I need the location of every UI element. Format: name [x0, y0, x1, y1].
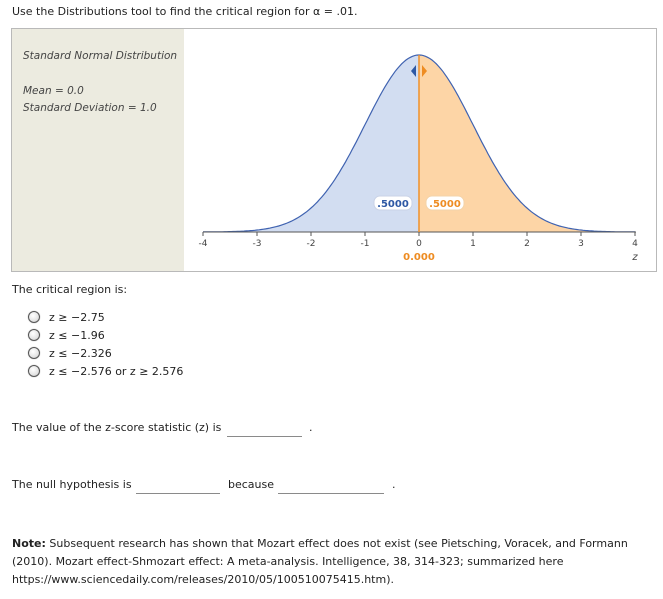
zscore-input[interactable] [227, 420, 302, 437]
zscore-label: The value of the z-score statistic (z) is [12, 421, 222, 434]
distributions-tool [11, 28, 657, 272]
radio-icon[interactable] [28, 329, 40, 341]
null-period: . [392, 478, 396, 491]
reason-input[interactable] [278, 477, 384, 494]
note-paragraph [12, 535, 642, 589]
option-label: z ≤ −1.96 [49, 328, 105, 342]
tick-label: -1 [360, 239, 370, 249]
axis-ticks [199, 232, 639, 249]
tick-label: 4 [632, 239, 638, 249]
option-2[interactable] [28, 327, 105, 343]
tick-label: -3 [252, 239, 262, 249]
radio-icon[interactable] [28, 365, 40, 377]
note-text: Subsequent research has shown that Mozart effect does not exist (see Pietsching, Voracek, and Formann (2010). Mozart effect-Shmozart effect: A meta-analysis. Intelligence, 38, 314-323; summarized here https://www.sciencedaily.com/releases/2010/05/100510075415.htm). [12, 537, 628, 586]
left-area-value: .5000 [377, 199, 409, 210]
null-hypothesis-label: The null hypothesis is [12, 478, 132, 491]
cut-value[interactable]: 0.000 [403, 252, 435, 263]
option-label: z ≤ −2.576 or z ≥ 2.576 [49, 364, 184, 378]
radio-icon[interactable] [28, 347, 40, 359]
critical-region-label: The critical region is: [12, 283, 128, 296]
distribution-info-panel [12, 29, 184, 271]
distribution-name: Standard Normal Distribution [23, 50, 178, 62]
option-label: z ≥ −2.75 [49, 310, 105, 324]
mean-label: Mean = 0.0 [23, 85, 84, 97]
zscore-period: . [309, 421, 313, 434]
null-hypothesis-input[interactable] [136, 477, 220, 494]
sd-label: Standard Deviation = 1.0 [23, 102, 157, 114]
tick-label: 3 [578, 239, 584, 249]
tick-label: 2 [524, 239, 530, 249]
option-label: z ≤ −2.326 [49, 346, 112, 360]
because-label: because [228, 478, 275, 491]
tick-label: 0 [416, 239, 422, 249]
right-area-value: .5000 [429, 199, 461, 210]
distribution-plot[interactable] [184, 29, 656, 271]
option-4[interactable] [28, 363, 183, 379]
axis-label: z [632, 252, 638, 263]
option-3[interactable] [28, 345, 112, 361]
tick-label: 1 [470, 239, 476, 249]
option-1[interactable] [28, 309, 105, 325]
tick-label: -4 [198, 239, 208, 249]
note-label: Note: [12, 537, 46, 550]
tick-label: -2 [306, 239, 316, 249]
radio-icon[interactable] [28, 311, 40, 323]
instruction-text: Use the Distributions tool to find the critical region for α = .01. [12, 5, 358, 18]
